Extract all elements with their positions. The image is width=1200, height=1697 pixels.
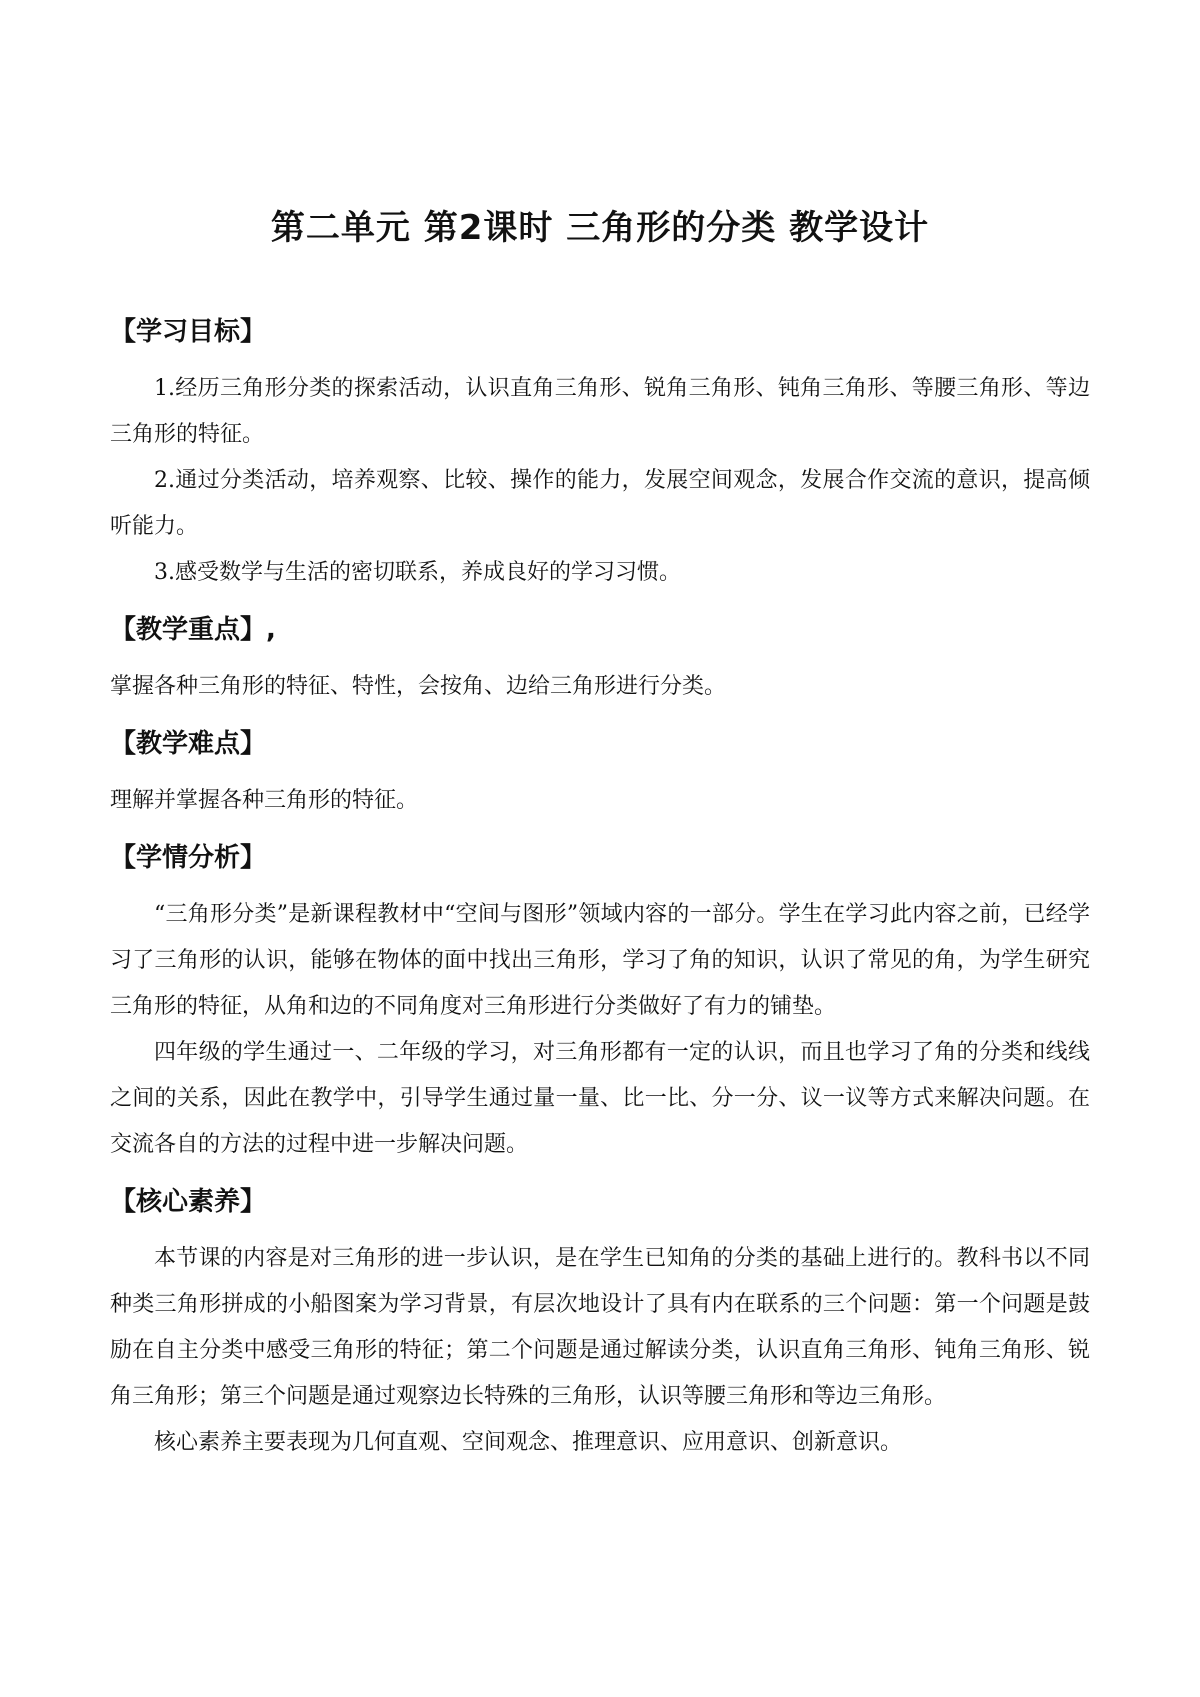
section-teaching-focus bbox=[110, 610, 1090, 710]
section-heading: 【教学重点】, bbox=[110, 615, 276, 645]
paragraph: 2.通过分类活动，培养观察、比较、操作的能力，发展空间观念，发展合作交流的意识，提高倾听能力。 bbox=[110, 468, 1090, 539]
section-learner-analysis bbox=[110, 838, 1090, 1168]
section-heading: 【教学难点】 bbox=[110, 729, 267, 759]
paragraph: “三角形分类”是新课程教材中“空间与图形”领域内容的一部分。学生在学习此内容之前，已经学习了三角形的认识，能够在物体的面中找出三角形，学习了角的知识，认识了常见的角，为学生研究三角形的特征，从角和边的不同角度对三角形进行分类做好了有力的铺垫。 bbox=[110, 902, 1090, 1019]
section-learning-objectives bbox=[110, 312, 1090, 596]
section-teaching-difficulty bbox=[110, 724, 1090, 824]
section-core-literacy bbox=[110, 1182, 1090, 1466]
paragraph: 3.感受数学与生活的密切联系，养成良好的学习习惯。 bbox=[154, 560, 681, 585]
paragraph: 掌握各种三角形的特征、特性，会按角、边给三角形进行分类。 bbox=[110, 674, 727, 699]
section-heading: 【学习目标】 bbox=[110, 317, 267, 347]
section-heading: 【核心素养】 bbox=[110, 1187, 267, 1217]
document-title: 第二单元 第2课时 三角形的分类 教学设计 bbox=[270, 208, 930, 248]
document-body bbox=[110, 312, 1090, 1480]
paragraph: 本节课的内容是对三角形的进一步认识，是在学生已知角的分类的基础上进行的。教科书以不同种类三角形拼成的小船图案为学习背景，有层次地设计了具有内在联系的三个问题：第一个问题是鼓励在自主分类中感受三角形的特征；第二个问题是通过解读分类，认识直角三角形、钝角三角形、锐角三角形；第三个问题是通过观察边长特殊的三角形，认识等腰三角形和等边三角形。 bbox=[110, 1246, 1090, 1409]
paragraph: 1.经历三角形分类的探索活动，认识直角三角形、锐角三角形、钝角三角形、等腰三角形、等边三角形的特征。 bbox=[110, 376, 1090, 447]
section-heading: 【学情分析】 bbox=[110, 843, 267, 873]
paragraph: 四年级的学生通过一、二年级的学习，对三角形都有一定的认识，而且也学习了角的分类和线线之间的关系，因此在教学中，引导学生通过量一量、比一比、分一分、议一议等方式来解决问题。在交流各自的方法的过程中进一步解决问题。 bbox=[110, 1040, 1090, 1157]
paragraph: 核心素养主要表现为几何直观、空间观念、推理意识、应用意识、创新意识。 bbox=[154, 1430, 903, 1455]
paragraph: 理解并掌握各种三角形的特征。 bbox=[110, 788, 419, 813]
